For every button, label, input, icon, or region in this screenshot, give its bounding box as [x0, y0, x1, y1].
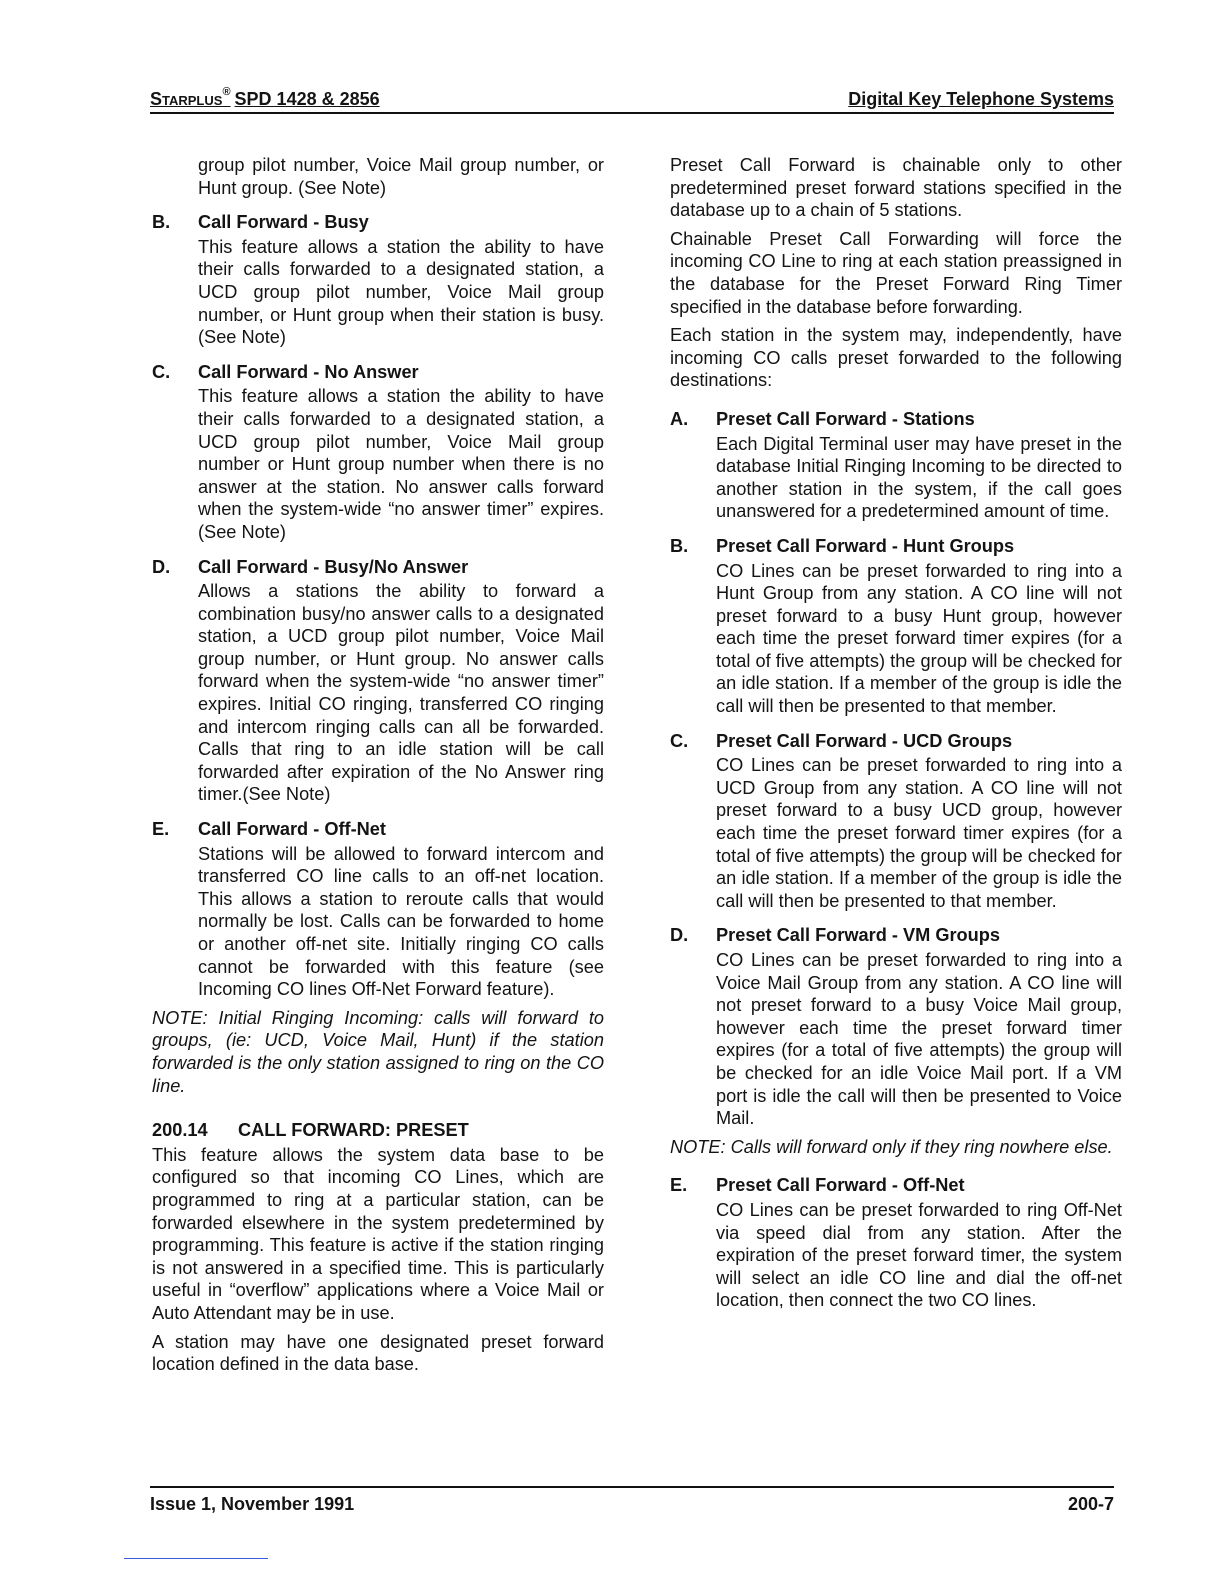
registered-mark: ® [222, 86, 231, 98]
item-body: CO Lines can be preset forwarded to ring into a Voice Mail Group from any station. A CO line will not preset forward to a busy Voice Mail group, however each time the preset forward timer expires (for a total of five attempts) the group will be checked for an idle Voice Mail port. If a VM port is idle the call will then be presented to Voice Mail. [716, 950, 1122, 1129]
item-title: Call Forward - Off-Net [198, 819, 386, 840]
section-number: 200.14 [152, 1120, 208, 1141]
page-header [150, 86, 1114, 114]
page-footer [150, 1486, 1114, 1515]
list-item [670, 924, 1122, 1129]
item-letter: E. [670, 1175, 688, 1196]
section-paragraph: This feature allows the system data base to be configured so that incoming CO Lines, which are programmed to ring at a particular station, can be forwarded elsewhere in the system predetermined by programming. This feature is active if the station ringing is not answered in a specified time. This is particularly useful in “overflow” applications where a Voice Mail or Auto Attendant may be in use. [152, 1144, 604, 1323]
left-column [152, 154, 604, 1382]
list-item [670, 535, 1122, 718]
item-title: Call Forward - No Answer [198, 361, 419, 382]
header-model: SPD 1428 & 2856 [234, 89, 380, 109]
item-body: Stations will be allowed to forward intercom and transferred CO line calls to an off-net location. This allows a station to reroute calls that would normally be lost. Calls can be forwarded to home or another off-net site. Initially ringing CO calls cannot be forwarded with this feature (see Incoming CO lines Off-Net Forward feature). [198, 843, 604, 1000]
paragraph: Preset Call Forward is chainable only to other predetermined preset forward stations specified in the database up to a chain of 5 stations. [670, 155, 1122, 221]
item-letter: C. [152, 361, 171, 382]
item-title: Preset Call Forward - UCD Groups [716, 730, 1013, 751]
item-letter: E. [152, 819, 170, 840]
list-item [152, 818, 604, 1001]
item-body: CO Lines can be preset forwarded to ring Off-Net via speed dial from any station. After the expiration of the preset forward timer, the system will select an idle CO line and dial the off-net location, then connect the two CO lines. [716, 1199, 1122, 1311]
right-column [670, 154, 1122, 1312]
list-item [670, 408, 1122, 523]
list-item [152, 556, 604, 807]
header-title: Digital Key Telephone Systems [848, 89, 1114, 109]
section-title: CALL FORWARD: PRESET [238, 1120, 469, 1141]
item-body: Allows a stations the ability to forward a combination busy/no answer calls to a designated station, a UCD group pilot number, Voice Mail group number, or Hunt group. No answer calls forward when the system-wide “no answer timer” expires. Initial CO ringing, transferred CO ringing and intercom ringing calls can all be forwarded. Calls that ring to an idle station will be call forwarded after expiration of the No Answer ring timer.(See Note) [198, 581, 604, 805]
paragraph: Each station in the system may, independently, have incoming CO calls preset forwarded to the following destinations: [670, 325, 1122, 391]
list-item [152, 211, 604, 349]
item-letter: C. [670, 730, 689, 751]
header-product [150, 86, 380, 110]
item-title: Call Forward - Busy [198, 212, 369, 233]
header-brand: Starplus [150, 89, 223, 109]
list-item [670, 730, 1122, 913]
item-body: Each Digital Terminal user may have preset in the database Initial Ringing Incoming to be directed to another station in the system, if the call goes unanswered for a predetermined amount of time. [716, 433, 1122, 522]
note-paragraph: NOTE: Calls will forward only if they ring nowhere else. [670, 1136, 1113, 1157]
page-number: 200-7 [1067, 1494, 1114, 1514]
list-item [152, 361, 604, 544]
list-item [670, 1174, 1122, 1312]
item-body: CO Lines can be preset forwarded to ring into a UCD Group from any station. A CO line will not preset forward to a busy UCD group, however each time the preset forward timer expires (for a total of five attempts) the group will be checked for an idle station. If a member of the group is idle the call will then be presented to that member. [716, 755, 1122, 911]
paragraph: Chainable Preset Call Forwarding will force the incoming CO Line to ring at each station preassigned in the database for the Preset Forward Ring Timer specified in the database before forwarding. [670, 228, 1122, 317]
item-body: CO Lines can be preset forwarded to ring into a Hunt Group from any station. A CO line will not preset forward to a busy Hunt group, however each time the preset forward timer expires (for a total of five attempts) the group will be checked for an idle station. If a member of the group is idle the call will then be presented to that member. [716, 560, 1122, 717]
item-letter: B. [670, 535, 689, 556]
note-paragraph: NOTE: Initial Ringing Incoming: calls will forward to groups, (ie: UCD, Voice Mail, Hunt) if the station forwarded is the only station assigned to ring on the CO line. [152, 1007, 604, 1096]
scan-artifact-line [124, 1558, 268, 1559]
item-title: Preset Call Forward - Stations [716, 408, 975, 429]
item-letter: D. [670, 925, 689, 946]
item-title: Preset Call Forward - Hunt Groups [716, 535, 1015, 556]
item-letter: D. [152, 556, 171, 577]
item-title: Call Forward - Busy/No Answer [198, 556, 469, 577]
item-title: Preset Call Forward - Off-Net [716, 1175, 965, 1196]
item-body: This feature allows a station the ability to have their calls forwarded to a designated station, a UCD group pilot number, Voice Mail group number, or Hunt group when their station is busy. (See Note) [198, 236, 604, 348]
footer-issue: Issue 1, November 1991 [150, 1494, 355, 1514]
intro-paragraph: group pilot number, Voice Mail group number, or Hunt group. (See Note) [198, 155, 604, 198]
item-letter: B. [152, 212, 171, 233]
section-heading [152, 1119, 604, 1142]
item-title: Preset Call Forward - VM Groups [716, 925, 1000, 946]
section-paragraph: A station may have one designated preset forward location defined in the data base. [152, 1331, 604, 1375]
item-letter: A. [670, 408, 689, 429]
item-body: This feature allows a station the ability to have their calls forwarded to a designated station, a UCD group pilot number, Voice Mail group number or Hunt group number when there is no answer at the station. No answer calls forward when the system-wide “no answer timer” expires. (See Note) [198, 386, 604, 542]
